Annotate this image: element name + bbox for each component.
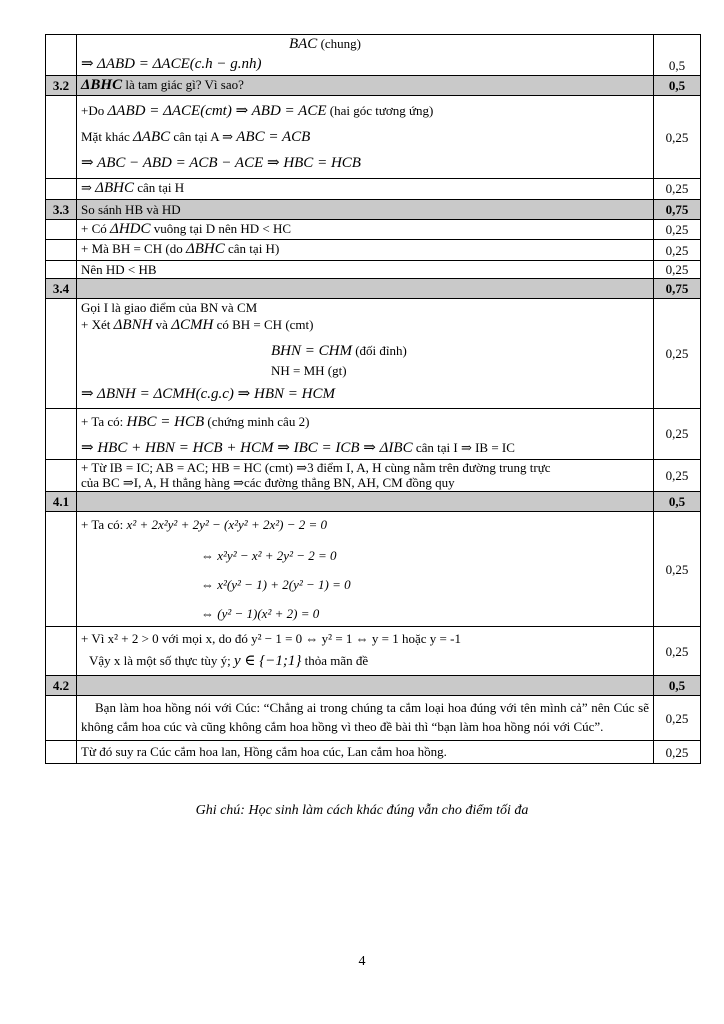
solution-cell [77,511,654,627]
table-row [46,299,701,409]
empty-cell [46,459,77,491]
text: + Xét [81,317,111,333]
table-row [46,35,701,76]
empty-cell [46,627,77,676]
score-value: 0,75 [654,279,701,299]
score-value: 0,25 [654,627,701,676]
solution-cell [77,240,654,261]
math-expression: ΔBHC [81,76,123,93]
text: +Do [81,103,105,119]
text: Gọi I là giao điểm của BN và CM [81,300,258,316]
note-text: (chứng minh câu 2) [207,414,310,430]
section-header-3-2 [46,75,701,96]
empty-cell [46,240,77,261]
section-title [77,279,654,299]
text: + Có [81,220,107,236]
note-text: (hai góc tương ứng) [329,103,434,119]
section-header-4-1 [46,491,701,511]
math-expression: ΔBHC [185,241,225,258]
table-row [46,178,701,199]
score-value: 0,25 [654,96,701,178]
section-title [77,676,654,696]
text: NH = MH (gt) [271,363,347,379]
empty-cell [46,696,77,741]
solution-cell [77,35,654,76]
math-expression: ΔHDC [110,220,151,237]
table-row [46,240,701,261]
answer-table [45,34,701,764]
math-expression: y ∈ {−1;1} [233,652,302,669]
math-expression: ⇔ x²(y² − 1) + 2(y² − 1) = 0 [201,577,351,593]
text: Mặt khác [81,129,130,145]
math-expression: ΔBHC [95,179,134,196]
question-number-cell [46,35,77,76]
empty-cell [46,178,77,199]
math-expression: ABC = ACB [236,129,311,146]
text: vuông tại D nên HD < HC [153,220,292,236]
footer-note: Ghi chú: Học sinh làm cách khác đúng vẫn cho điểm tối đa [195,803,529,818]
score-value: 0,75 [654,199,701,219]
score-value: 0,25 [654,240,701,261]
math-expression: ⇒ ΔABD = ΔACE(c.h − g.nh) [81,55,262,72]
question-number: 3.2 [46,75,77,96]
empty-cell [46,96,77,178]
score-value: 0,5 [668,58,686,74]
section-title [77,75,654,96]
empty-cell [46,409,77,460]
empty-cell [46,511,77,627]
math-expression: BHN = CHM [271,343,352,360]
question-number: 3.3 [46,199,77,219]
solution-cell [77,178,654,199]
math-expression: ⇒ ABC − ABD = ACB − ACE ⇒ HBC = HCB [81,154,361,171]
table-row [46,261,701,279]
math-expression: ⇒ HBC + HBN = HCB + HCM ⇒ IBC = ICB ⇒ ΔIBC [81,439,413,456]
solution-cell [77,219,654,240]
table-row [46,219,701,240]
empty-cell [46,741,77,764]
math-expression: x² + 2x²y² + 2y² − (x²y² + 2x²) − 2 = 0 [126,516,328,532]
score-value: 0,25 [654,511,701,627]
table-row [46,459,701,491]
empty-cell [46,299,77,409]
solution-cell: Từ đó suy ra Cúc cắm hoa lan, Hồng cắm hoa cúc, Lan cắm hoa hồng. [77,741,654,764]
score-value: 0,25 [654,261,701,279]
table-row [46,741,701,764]
score-value: 0,5 [654,491,701,511]
text: + Từ IB = IC; AB = AC; HB = HC (cmt) ⇒3 điểm I, A, H cùng nằm trên đường trung trực [81,459,551,475]
text: của BC ⇒I, A, H thẳng hàng ⇒các đường thẳng BN, AH, CM đồng quy [81,475,455,491]
section-header-3-3 [46,199,701,219]
text: và [155,317,168,333]
text: + Ta có: [81,414,124,430]
answer-table-container [45,34,701,764]
solution-cell [77,409,654,460]
question-number: 4.2 [46,676,77,696]
text: Vậy x là một số thực tùy ý; [89,652,231,668]
table-row [46,96,701,178]
note-text: (đối đỉnh) [355,343,407,359]
note-text: (chung) [320,36,362,51]
section-title [77,491,654,511]
empty-cell [46,261,77,279]
math-expression: ΔABD = ΔACE(cmt) ⇒ ABD = ACE [107,103,327,120]
score-value: 0,25 [654,299,701,409]
math-expression: ΔABC [132,129,171,146]
table-row [46,409,701,460]
solution-cell [77,96,654,178]
solution-cell [77,627,654,676]
text: ⇒ [81,179,92,195]
text: + Ta có: [81,516,124,532]
solution-cell [77,459,654,491]
math-expression: ⇔ x²y² − x² + 2y² − 2 = 0 [201,547,337,563]
text: + Vì x² + 2 > 0 với mọi x, do đó y² − 1 = 0 ⇔ y² = 1 ⇔ y = 1 hoặc y = -1 [81,631,461,647]
score-cell [654,35,701,76]
score-value: 0,5 [654,676,701,696]
table-row [46,627,701,676]
paragraph-text: Bạn làm hoa hồng nói với Cúc: “Chẳng ai trong chúng ta cắm loại hoa đúng với tên mình cả” nên Cúc sẽ không cắm hoa cúc và cũng không cắm hoa hồng vì theo đề bài thì “bạn làm hoa hồng nói với Cúc”. [81,700,649,735]
section-title: So sánh HB và HD [77,199,654,219]
table-row [46,696,701,741]
section-header-4-2 [46,676,701,696]
table-row [46,511,701,627]
solution-cell [77,696,654,741]
math-expression: ΔCMH [171,317,214,334]
math-expression: BAC [288,36,318,52]
solution-cell [77,299,654,409]
math-expression: ΔBNH [113,317,153,334]
title-text: là tam giác gì? Vì sao? [125,76,244,92]
score-value: 0,5 [654,75,701,96]
math-expression: ⇒ ΔBNH = ΔCMH(c.g.c) ⇒ HBN = HCM [81,386,335,403]
empty-cell [46,219,77,240]
math-expression: ⇔ (y² − 1)(x² + 2) = 0 [201,606,320,622]
text: thỏa mãn đề [304,652,369,668]
text: + Mà BH = CH (do [81,241,183,257]
text: cân tại H [137,179,185,195]
score-value: 0,25 [654,219,701,240]
score-value: 0,25 [654,696,701,741]
question-number: 3.4 [46,279,77,299]
score-value: 0,25 [654,741,701,764]
score-value: 0,25 [654,459,701,491]
solution-cell: Nên HD < HB [77,261,654,279]
section-header-3-4 [46,279,701,299]
page-number: 4 [358,954,366,969]
score-value: 0,25 [654,409,701,460]
score-value: 0,25 [654,178,701,199]
text: cân tại I ⇒ IB = IC [415,439,515,455]
text: có BH = CH (cmt) [216,317,314,333]
text: cân tại A ⇒ [173,129,234,145]
math-expression: HBC = HCB [126,414,205,431]
text: cân tại H) [228,241,280,257]
question-number: 4.1 [46,491,77,511]
